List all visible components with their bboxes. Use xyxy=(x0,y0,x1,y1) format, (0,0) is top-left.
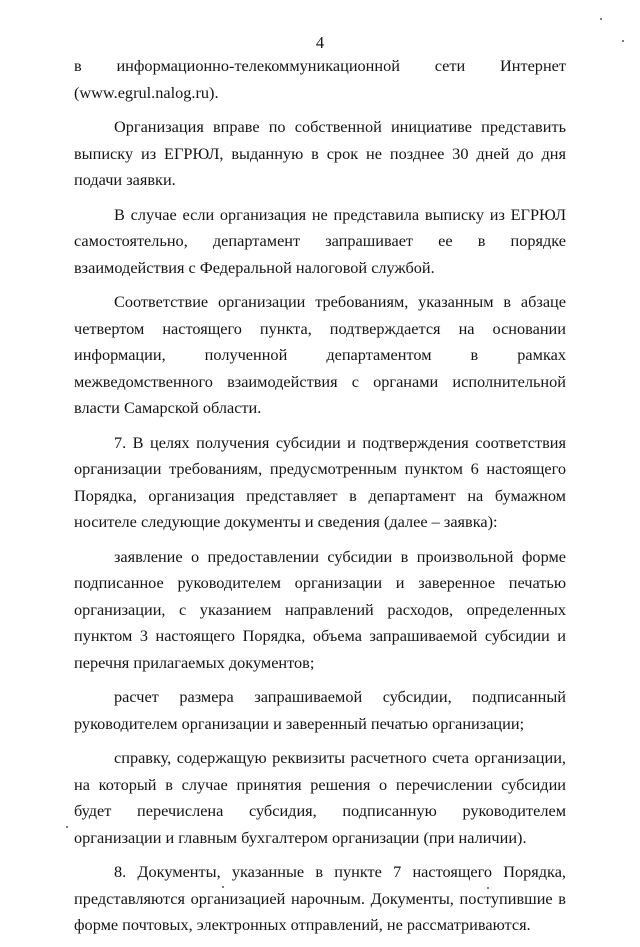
page-number: 4 xyxy=(315,33,325,52)
paragraph-internet-source: в информационно-телекоммуникационной сети Интернет (www.egrul.nalog.ru). xyxy=(74,56,566,102)
scan-speck xyxy=(622,40,624,42)
document-body xyxy=(74,53,566,947)
scan-speck xyxy=(600,18,602,20)
paragraph-item-7: 7. В целях получения субсидии и подтверждения соответствия организации требованиям, предусмотренным пунктом 6 настоящего Порядка, организация представляет в департамент на бумажном носителе следующие документы и сведения (далее – заявка): xyxy=(74,432,566,531)
scan-speck xyxy=(487,887,489,889)
scan-speck xyxy=(66,826,68,828)
paragraph-requirements-compliance: Соответствие организации требованиям, указанным в абзаце четвертом настоящего пункта, подтверждается на основании информации, полученной департаментом в рамках межведомственного взаимодействия с органами исполнительной власти Самарской области. xyxy=(74,292,566,417)
paragraph-item-8: 8. Документы, указанные в пункте 7 настоящего Порядка, представляются организацией нарочным. Документы, поступившие в форме почтовых, электронных отправлений, не рассматриваются. xyxy=(74,862,566,934)
paragraph-subsidy-calculation: расчет размера запрашиваемой субсидии, подписанный руководителем организации и заверенный печатью организации; xyxy=(74,687,566,733)
paragraph-bank-account-certificate: справку, содержащую реквизиты расчетного счета организации, на который в случае принятия решения о перечислении субсидии будет перечислена субсидия, подписанную руководителем организации и главным бухгалтером организации (при наличии). xyxy=(74,748,566,847)
paragraph-application-statement: заявление о предоставлении субсидии в произвольной форме подписанное руководителем организации и заверенное печатью организации, с указанием направлений расходов, определенных пунктом 3 настоящего Порядка, объема запрашиваемой субсидии и перечня прилагаемых документов; xyxy=(74,546,566,672)
scan-speck xyxy=(222,886,224,888)
paragraph-egrul-request: В случае если организация не представила выписку из ЕГРЮЛ самостоятельно, департамент запрашивает ее в порядке взаимодействия с Федеральной налоговой службой. xyxy=(74,204,566,277)
paragraph-egrul-initiative: Организация вправе по собственной инициативе представить выписку из ЕГРЮЛ, выданную в срок не позднее 30 дней до дня подачи заявки. xyxy=(74,117,566,189)
